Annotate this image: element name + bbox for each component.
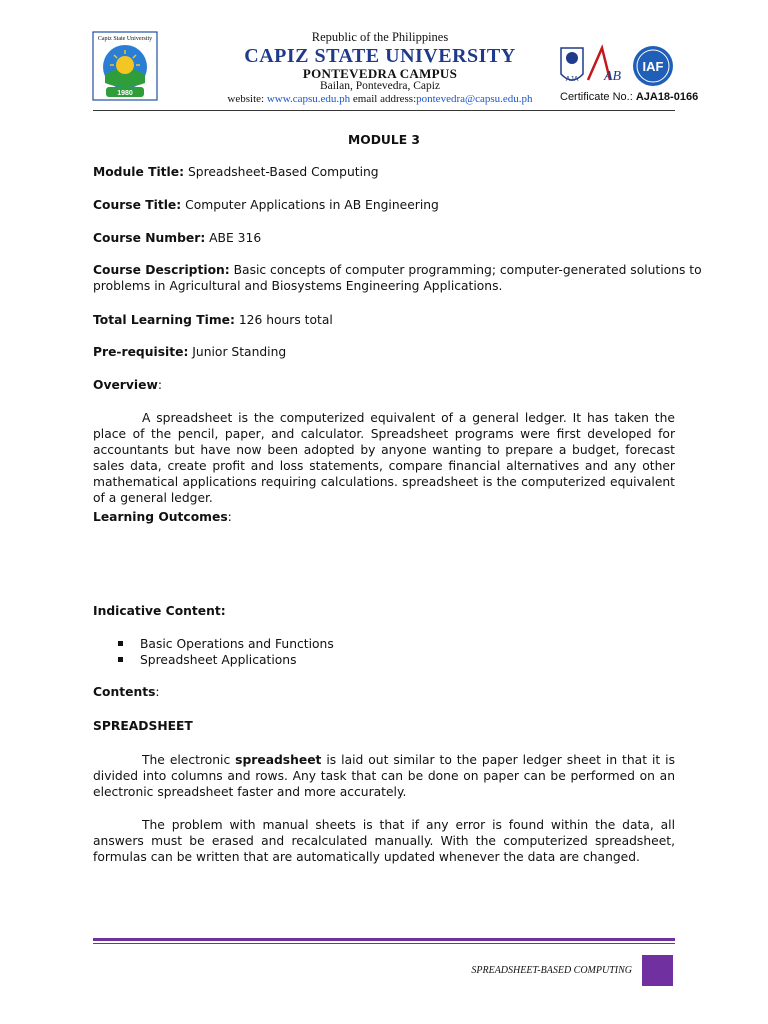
campus-name: PONTEVEDRA CAMPUS: [302, 66, 458, 81]
field-colon: :: [176, 198, 182, 212]
indicative-content-heading: [93, 603, 675, 619]
p1-text-start: The electronic: [142, 753, 236, 767]
overview-text: A spreadsheet is the computerized equivalent of a general ledger. It has taken the place of the pencil, paper, and calculator. Spreadsheet programs were first developed for accountants but have now been adopted by anyone wanting to prepare a budget, forecast sales data, create profit and loss statements, compare financial alternatives and any other mathematical applications requiring calculations. spreadsheet is the computerized equivalent of a general ledger.: [93, 411, 675, 505]
field-value: Computer Applications in AB Engineering: [181, 198, 439, 212]
p2-text: The problem with manual sheets is that if any error is found within the data, all answers must be erased and recalculated manually. With the computerized spreadsheet, formulas can be written that are automatically updated whenever the data are changed.: [93, 818, 675, 864]
email-link[interactable]: pontevedra@capsu.edu.ph: [416, 93, 533, 105]
field-value: ABE 316: [205, 231, 262, 245]
republic-heading: Republic of the Philippines: [311, 30, 449, 44]
course-description-row: [93, 262, 702, 278]
contact-line: [170, 93, 590, 105]
footer-rule-thin: [93, 943, 675, 944]
footer-accent-box: [642, 955, 673, 986]
indicative-content-text: Indicative Content:: [93, 604, 226, 618]
spreadsheet-paragraph-2: [93, 817, 675, 865]
email-label: email address:: [352, 93, 417, 105]
field-label: Course Title: [93, 198, 177, 212]
contents-colon: :: [155, 685, 160, 699]
course-title-row: [93, 197, 675, 213]
module-number-text: MODULE 3: [348, 133, 420, 147]
field-value: Basic concepts of computer programming; computer-generated solutions to: [229, 263, 702, 277]
certificate-number: [560, 91, 698, 103]
footer-rule-thick: [93, 938, 675, 941]
aja-badge: [561, 48, 583, 83]
field-colon: :: [224, 263, 230, 277]
spreadsheet-heading-text: SPREADSHEET: [93, 719, 193, 733]
field-label: Course Number: [93, 231, 201, 245]
overview-paragraph: [93, 410, 675, 506]
module-number: [93, 132, 675, 148]
learning-outcomes-colon: :: [227, 510, 232, 524]
certificate-label: Certificate No.:: [560, 91, 633, 103]
overview-colon: :: [157, 378, 162, 392]
iaf-text: IAF: [642, 59, 664, 74]
overview-heading: [93, 377, 675, 393]
contents-heading: [93, 684, 675, 700]
spreadsheet-heading: [93, 718, 675, 734]
field-value: Spreadsheet-Based Computing: [184, 165, 379, 179]
learning-time-row: [93, 312, 675, 328]
seal-year: 1980: [117, 90, 133, 97]
list-item: Basic Operations and Functions: [115, 636, 334, 652]
field-colon: :: [229, 313, 235, 327]
university-seal-logo: [92, 31, 158, 101]
learning-outcomes-heading: [93, 509, 675, 525]
iaf-badge: [633, 46, 673, 86]
university-name: CAPIZ STATE UNIVERSITY: [244, 45, 516, 67]
field-label: Course Description: [93, 263, 225, 277]
field-label: Module Title: [93, 165, 180, 179]
certificate-value: AJA18-0166: [635, 91, 699, 103]
overview-heading-text: Overview: [93, 378, 158, 392]
module-title-row: [93, 164, 675, 180]
p1-bold-term: spreadsheet: [235, 753, 322, 767]
field-value: Junior Standing: [188, 345, 287, 359]
field-label: Pre-requisite: [93, 345, 184, 359]
contents-heading-text: Contents: [93, 685, 156, 699]
learning-outcomes-text: Learning Outcomes: [93, 510, 228, 524]
header-divider: [93, 110, 675, 111]
campus-address: Bailan, Pontevedra, Capiz: [319, 80, 441, 92]
website-label: website:: [227, 93, 265, 105]
p1-text-end: is laid out similar to the paper ledger sheet in that it is divided into columns and rows. Any task that can be done on paper can be performed on an electronic spreadsheet faster and more accurately.: [93, 753, 675, 799]
prerequisite-row: [93, 344, 675, 360]
spreadsheet-paragraph-1: [93, 752, 675, 800]
ab-text: AB: [604, 69, 622, 84]
course-description-line2: problems in Agricultural and Biosystems Engineering Applications.: [93, 279, 503, 293]
indicative-content-list: [115, 636, 334, 668]
field-colon: :: [200, 231, 206, 245]
aja-text: AJA: [565, 76, 579, 83]
course-number-row: [93, 230, 675, 246]
list-item: Spreadsheet Applications: [115, 652, 334, 668]
seal-caption: Capiz State University: [97, 36, 153, 42]
field-label: Total Learning Time: [93, 313, 230, 327]
ab-badge: [588, 48, 622, 84]
website-link[interactable]: www.capsu.edu.ph: [266, 93, 351, 105]
certification-logos: [558, 44, 676, 92]
field-colon: :: [183, 345, 189, 359]
footer-title: SPREADSHEET-BASED COMPUTING: [471, 965, 632, 976]
field-value: 126 hours total: [234, 313, 333, 327]
field-colon: :: [179, 165, 185, 179]
